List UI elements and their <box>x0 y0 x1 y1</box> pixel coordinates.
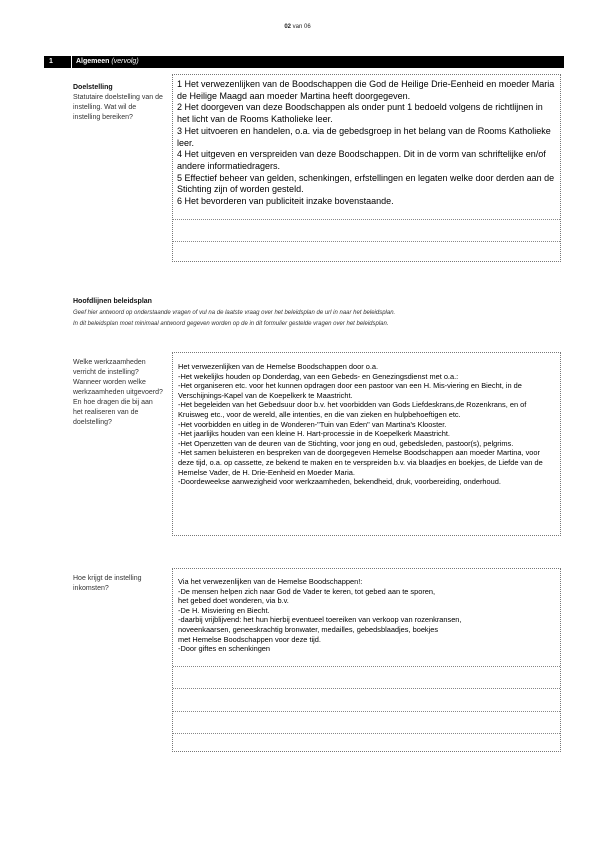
page-number <box>0 24 595 30</box>
beleidsplan-note-1: Geef hier antwoord op onderstaande vragen of vul na de laatste vraag over het beleidsplan de url in naar het beleidsplan. <box>73 310 396 316</box>
section-subtitle: (vervolg) <box>111 58 139 65</box>
field-divider <box>173 688 560 689</box>
page-total: van 06 <box>292 24 311 30</box>
werkzaamheden-answer-text: Het verwezenlijken van de Hemelse Boodschappen door o.a. -Het wekelijks houden op Donderdag, van een Gebeds- en Genezingsdienst met o.a.: -Het organiseren etc. voor het kunnen opdragen door een pastoor van een H. Mis-viering en Biecht, in de Verschijnings-Kapel van de Koepelkerk te Maastricht. -Het begeleiden van het Gebedsuur door b.v. het voorbidden van Gods Liefdeskrans,de Rozenkrans, en of Kruisweg etc., voor de wereld, alle intenties, en die van zieken en hulpbehoeftigen etc. -Het voorbidden en uitleg in de Wonderen-"Tuin van Eden" van Martina's Klooster. -Het jaarlijks houden van een kleine H. Hart-processie in de Koepelkerk Maastricht. -Het Openzetten van de deuren van de Stichting, voor jong en oud, gebedsleden, pastoor(s), pelgrims. -Het samen beluisteren en bespreken van de doorgegeven Hemelse Boodschappen aan moeder Martina, voor deze tijd, o.a. op cassette, ze bekend te maken en te verspreiden b.v. via blaadjes en boekjes, de Liefde van de Hemelse Vader, de H. Drie-Eenheid en Moeder Maria. -Doordeweekse aanwezigheid voor werkzaamheden, bekendheid, druk, voorbereiding, onderhoud. <box>178 362 543 487</box>
page-current: 02 <box>284 24 291 30</box>
field-divider <box>173 219 560 220</box>
field-divider <box>173 733 560 734</box>
section-number: 1 <box>49 58 53 65</box>
section-header-bar <box>44 56 564 68</box>
inkomsten-answer-field[interactable] <box>172 568 561 752</box>
doelstelling-heading: Doelstelling <box>73 84 113 91</box>
inkomsten-question: Hoe krijgt de instelling inkomsten? <box>73 575 142 592</box>
field-divider <box>173 241 560 242</box>
field-divider <box>173 711 560 712</box>
inkomsten-answer-text: Via het verwezenlijken van de Hemelse Boodschappen!: -De mensen helpen zich naar God de Vader te keren, tot gebed aan te sporen, het gebed doet wonderen, via b.v. -De H. Misviering en Biecht. -daarbij vrijblijvend: het hun hierbij eventueel toereiken van verkoop van rozenkransen, noveenkaarsen, geneeskrachtig bronwater, medailles, gebedsblaadjes, boekjes met Hemelse Boodschappen voor deze tijd. -Door giftes en schenkingen <box>178 577 462 654</box>
doelstelling-answer-field[interactable] <box>172 74 561 262</box>
section-title-text: Algemeen <box>76 58 110 65</box>
werkzaamheden-question: Welke werkzaamheden verricht de instelling? Wanneer worden welke werkzaamheden uitgevoerd? En hoe dragen die bij aan het realiseren van de doelstelling? <box>73 359 163 426</box>
doelstelling-question: Statutaire doelstelling van de instelling. Wat wil de instelling bereiken? <box>73 94 163 121</box>
doelstelling-label-block <box>73 83 163 123</box>
werkzaamheden-answer-field[interactable] <box>172 352 561 536</box>
section-title <box>76 56 139 68</box>
beleidsplan-heading: Hoofdlijnen beleidsplan <box>73 298 152 305</box>
doelstelling-answer-text: 1 Het verwezenlijken van de Boodschappen die God de Heilige Drie-Eenheid en moeder Maria de Heilige Maagd aan moeder Martina heeft doorgegeven. 2 Het doorgeven van deze Boodschappen als onder punt 1 bedoeld volgens de richtlijnen in het licht van de Rooms Katholieke leer. 3 Het uitvoeren en handelen, o.a. via de gebedsgroep in het belang van de Rooms Katholieke leer. 4 Het uitgeven en verspreiden van deze Boodschappen. Dit in de vorm van schriftelijke en/of andere informatiedragers. 5 Effectief beheer van gelden, schenkingen, erfstellingen en legaten welke door derden aan de Stichting zijn of worden gesteld. 6 Het bevorderen van publiciteit inzake bovenstaande. <box>177 79 555 207</box>
beleidsplan-note-2: In dit beleidsplan moet minimaal antwoord gegeven worden op de in dit formulier gestelde vragen over het beleidsplan. <box>73 321 389 327</box>
section-divider <box>71 56 72 68</box>
field-divider <box>173 666 560 667</box>
